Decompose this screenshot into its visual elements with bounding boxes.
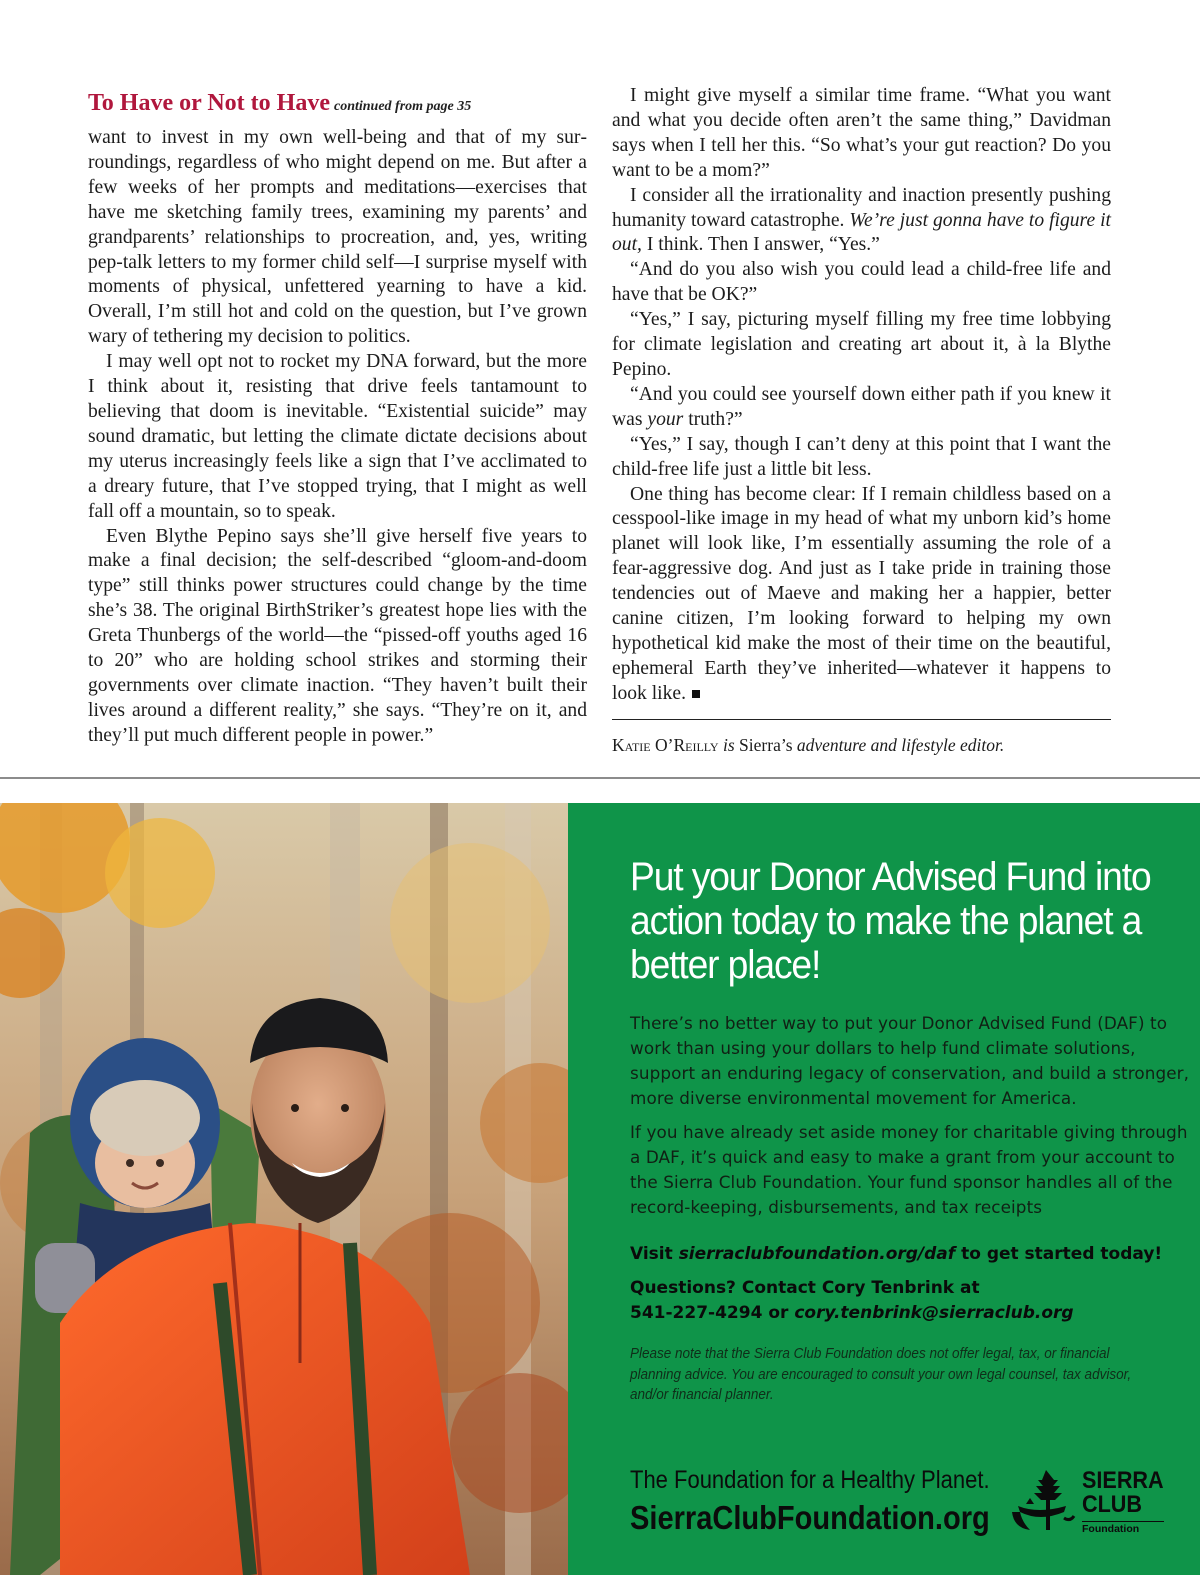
paragraph: “And do you also wish you could lead a child-free life and have that be OK?” (612, 259, 1111, 306)
byline-divider (612, 719, 1111, 720)
byline-is: is (718, 734, 740, 755)
paragraph-emphasis: your (647, 408, 684, 430)
daf-link[interactable]: sierraclubfoundation.org/daf (678, 1244, 956, 1264)
article-column-right (612, 84, 1111, 758)
paragraph (612, 483, 1111, 707)
paragraph: I might give myself a similar time frame. “What you want and what you decide often aren’t the same thing,” Davidman says when I tell her this. “So what’s your gut reaction? Do you want to be a mom?” (612, 85, 1111, 181)
ad-green-panel (568, 803, 1200, 1575)
contact-phone: 541-227-4294 or (630, 1303, 795, 1323)
ad-tagline: The Foundation for a Healthy Planet. (630, 1466, 990, 1494)
logo-text-club: CLUB (1082, 1491, 1142, 1518)
paragraph: I may well opt not to rocket my DNA forward, but the more I think about it, resisting that drive feels tantamount to believing that doom is inevitable. “Existential suicide” may sound dramatic, but letting the climate dictate decisions about my uterus increasingly feels like a sign that I’ve acclimated to a dreary future, that I’ve stopped trying, that I might as well fall off a mountain, so to speak. (88, 351, 587, 522)
logo-text-sierra: SIERRA (1082, 1467, 1164, 1494)
author-name: Katie O’Reilly (612, 734, 719, 755)
article-column-left (88, 84, 587, 749)
ad-website-link[interactable]: SierraClubFoundation.org (630, 1499, 990, 1536)
ad-body-paragraph: If you have already set aside money for charitable giving through a DAF, it’s quick and easy to make a grant from your account to the Sierra Club Foundation. Your fund sponsor handles all of the record-keeping, disbursements, and tax receipts (630, 1122, 1188, 1217)
paragraph: “Yes,” I say, picturing myself filling my free time lobbying for climate legislation and creating art about it, à la Blythe Pepino. (612, 309, 1111, 380)
cta-visit: Visit (630, 1244, 679, 1264)
ad-headline: Put your Donor Advised Fund into action today to make the planet a better place! (630, 855, 1151, 987)
paragraph-text: “And you could see yourself down either path if you knew it was (612, 383, 1111, 430)
paragraph: “Yes,” I say, though I can’t deny at this point that I want the child-free life just a little bit less. (612, 433, 1111, 480)
section-divider (0, 777, 1200, 779)
logo-text-foundation: Foundation (1082, 1523, 1140, 1535)
cta-rest: to get started today! (955, 1244, 1163, 1264)
magazine-name: Sierra’s (739, 734, 793, 755)
logo-divider (1082, 1521, 1164, 1522)
paragraph-emphasis: We’re just gonna have to figure it out, (612, 209, 1112, 256)
continued-note: continued from page 35 (333, 99, 472, 114)
tree-logo-icon (1008, 1468, 1078, 1534)
contact-phone-line (630, 1301, 1190, 1326)
paragraph-text: I consider all the irrationality and inaction presently pushing humanity toward catastrophe. (612, 184, 1111, 231)
end-mark-icon (692, 690, 700, 698)
contact-line: Questions? Contact Cory Tenbrink at (630, 1278, 980, 1298)
sierra-club-foundation-logo (1008, 1468, 1168, 1538)
paragraph (612, 184, 1111, 259)
photo-illustration (0, 803, 568, 1575)
article-heading (88, 84, 587, 124)
contact-info (630, 1276, 1190, 1326)
visit-call-to-action (630, 1242, 1190, 1267)
ad-footer (630, 1465, 1190, 1555)
ad-photo-hiker-with-baby (0, 803, 568, 1575)
paragraph: want to invest in my own well-being and that of my surroundings, regardless of who might depend on me. But after a few weeks of her prompts and meditations—exercises that have me sketching family trees, examining my parents’ and grandparents’ relationships to procreation, and, yes, writing pep-talk letters to my former child self—I surprise myself with moments of physical, unfettered yearning to have a kid. Overall, I’m still hot and cold on the question, but I’ve grown wary of tethering my decision to politics. (88, 127, 587, 348)
advertisement (0, 803, 1200, 1575)
ad-body-paragraph: There’s no better way to put your Donor Advised Fund (DAF) to work than using your dollars to help fund climate solutions, support an enduring legacy of conservation, and build a stronger, more diverse environmental movement for America. (630, 1013, 1190, 1108)
paragraph-text: truth?” (683, 408, 743, 430)
paragraph (612, 383, 1111, 433)
article-title: To Have or Not to Have (88, 90, 330, 116)
paragraph-text: One thing has become clear: If I remain childless based on a cesspool-like image in my head of what my unborn kid’s home planet will look like, I’m essentially assuming the role of a fear-aggressive dog. And just as I take pride in training those tendencies out of Maeve and making her a happier, better canine citizen, I’m looking forward to helping my own hypothetical kid make the most of their time on the beautiful, ephemeral Earth they’ve inherited—whatever it happens to look like. (612, 483, 1111, 704)
paragraph: Even Blythe Pepino says she’ll give herself five years to make a final decision; the self-described “gloom-and-doom type” still thinks power structures could change by the time she’s 38. The original BirthStriker’s greatest hope lies with the Greta Thunbergs of the world—the “pissed-off youths aged 16 to 20” who are holding school strikes and storming their governments over climate inaction. “They haven’t built their lives around a different reality,” she says. “They’re on it, and they’ll put much different people in power.” (88, 525, 587, 746)
paragraph-text: I think. Then I answer, “Yes.” (641, 234, 880, 256)
ad-disclaimer: Please note that the Sierra Club Foundation does not offer legal, tax, or financial planning advice. You are encouraged to consult your own legal counsel, tax advisor, and/or financial planner. (630, 1345, 1132, 1403)
article (88, 84, 1112, 774)
ad-copy (630, 855, 1190, 1406)
author-role: adventure and lifestyle editor. (792, 734, 1005, 755)
author-byline (612, 733, 1111, 758)
contact-email-link[interactable]: cory.tenbrink@sierraclub.org (794, 1303, 1074, 1323)
